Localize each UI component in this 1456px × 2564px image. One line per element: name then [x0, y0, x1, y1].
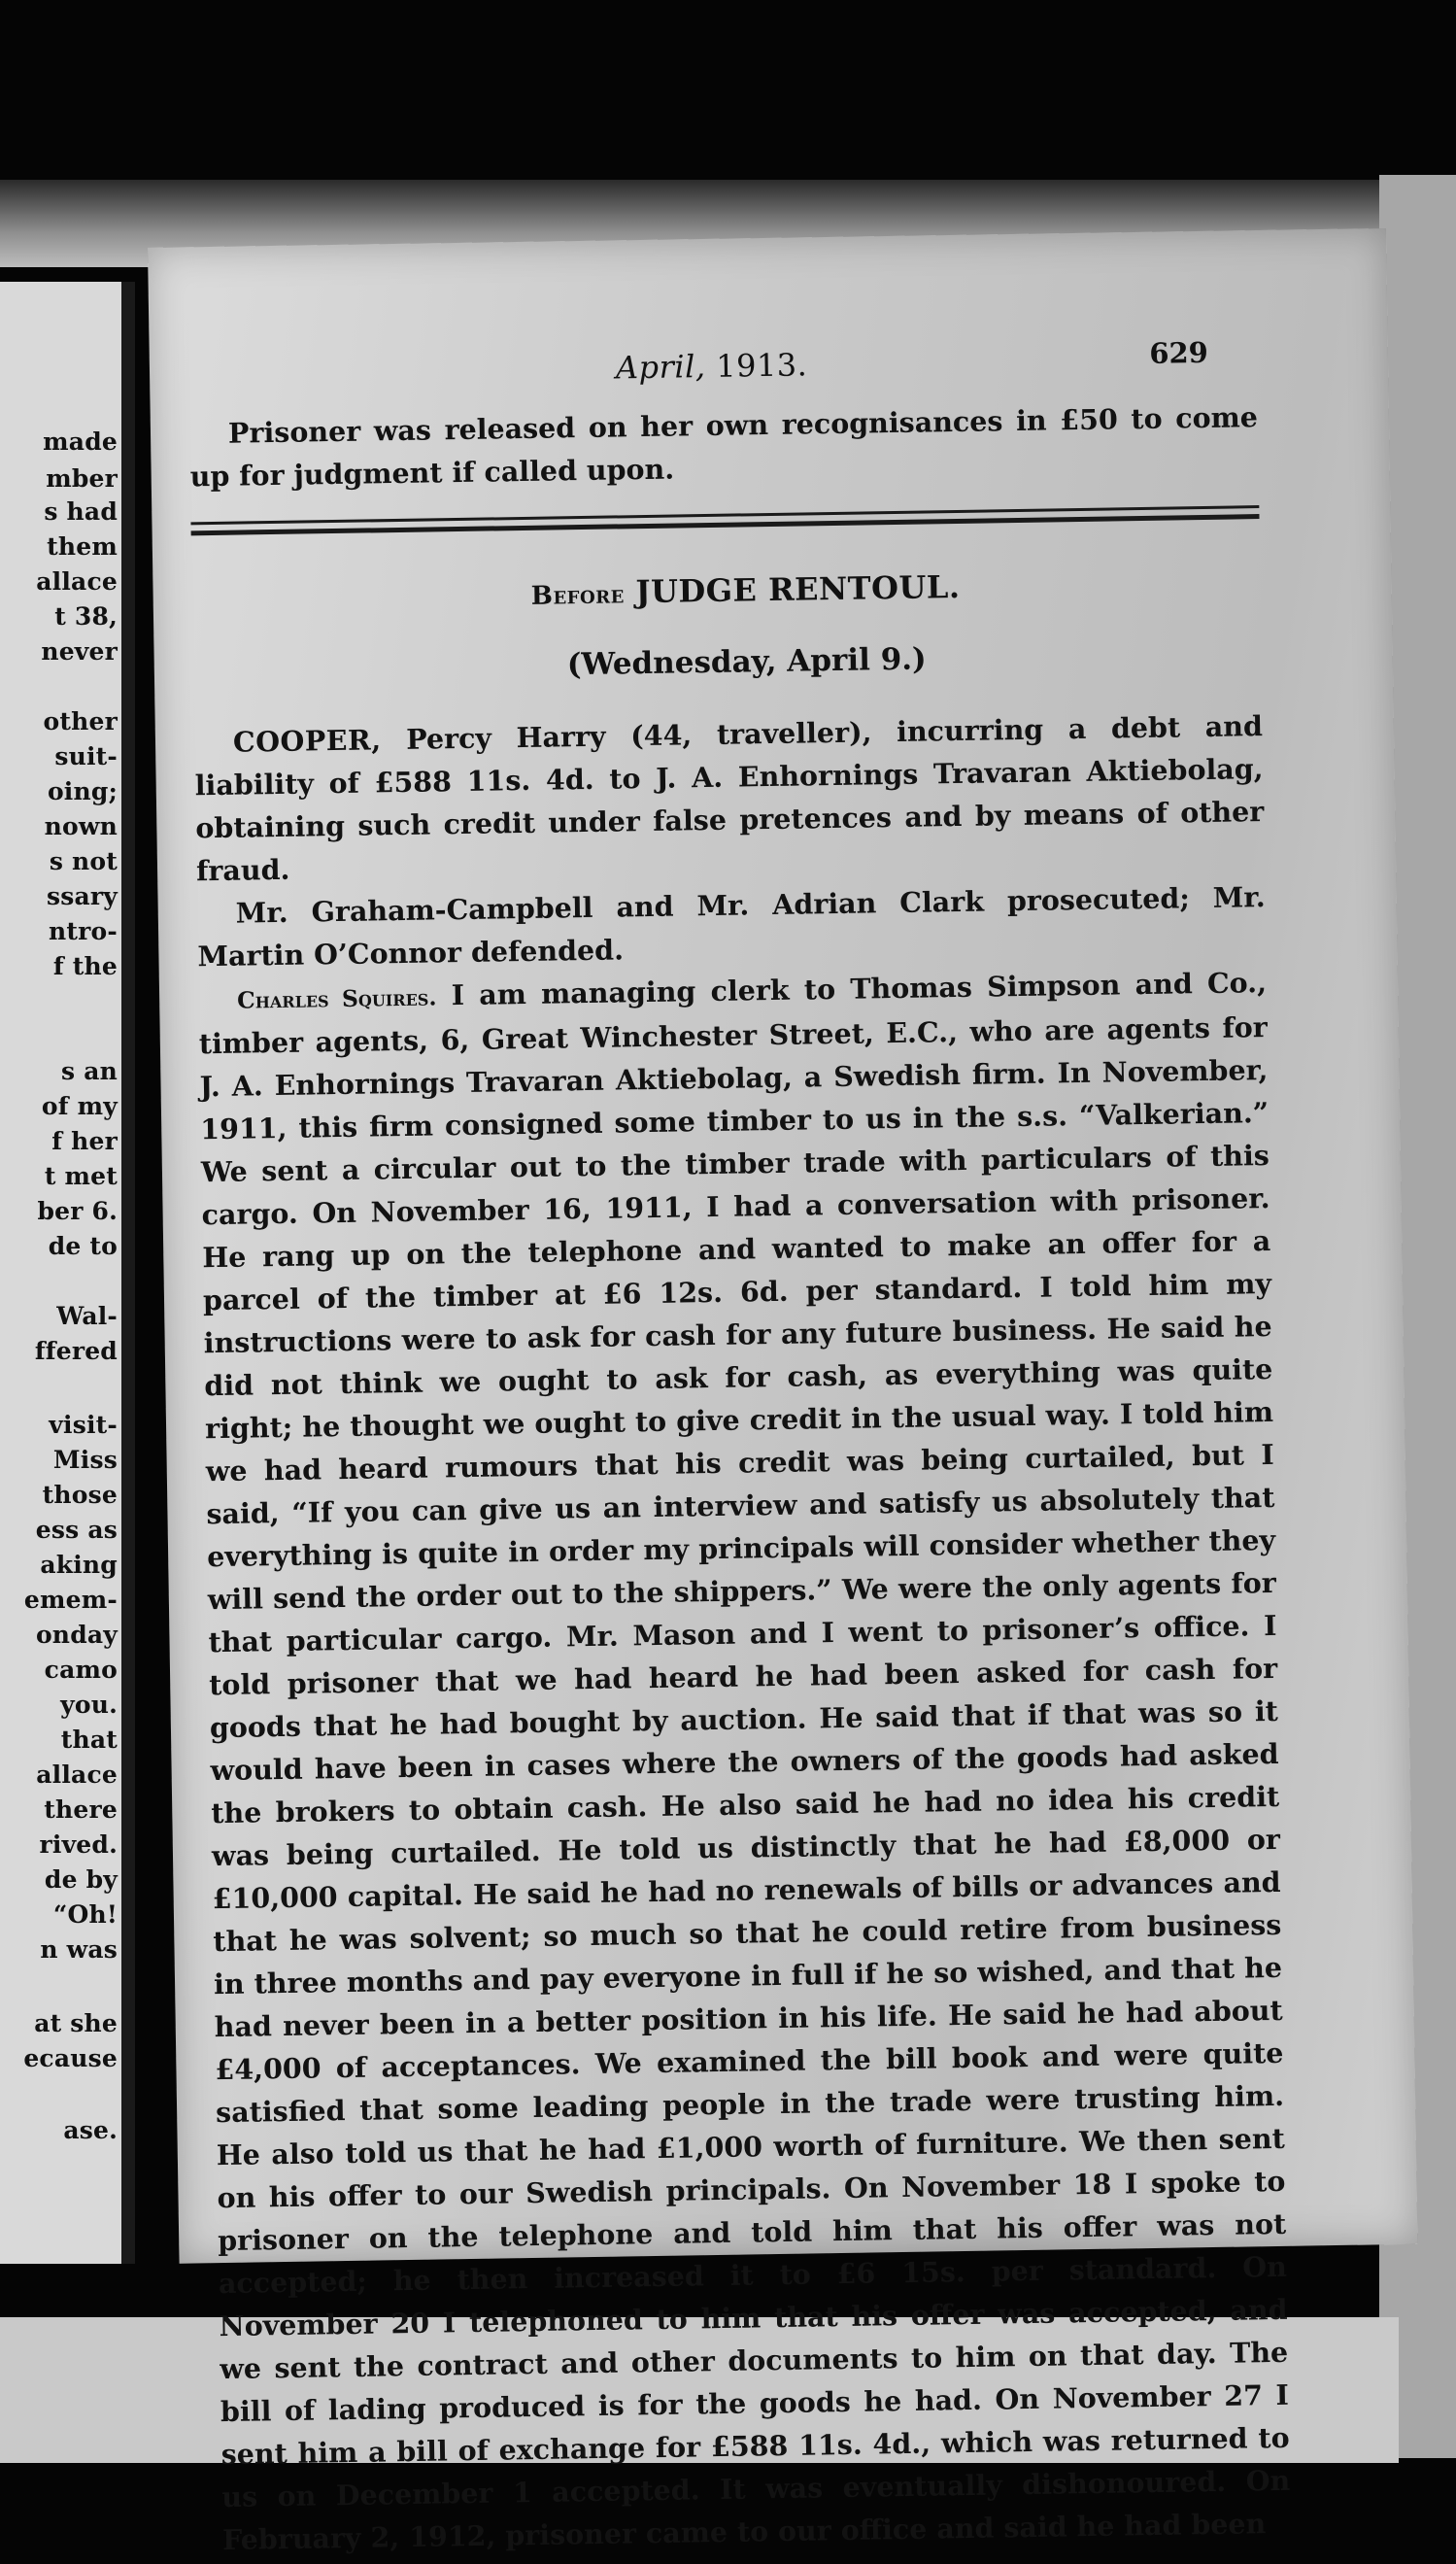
header-year: 1913.: [715, 346, 808, 385]
case-charge: Percy Harry (44, traveller), incurring a debt and liability of £588 11s. 4d. to J. A. Enhornings Travaran Aktiebolag, obtaining such credit under false pretences and by means of other fraud.: [194, 709, 1265, 888]
counsel-paragraph: Mr. Graham-Campbell and Mr. Adrian Clark prosecuted; Mr. Martin O’Connor defended.: [197, 880, 1266, 974]
left-page-fragment: ntro-: [49, 917, 118, 945]
witness-name: Charles Squires.: [236, 983, 437, 1014]
left-page-fragment: allace: [36, 567, 118, 596]
left-page-fragment: you.: [60, 1691, 118, 1719]
court-heading: [152, 563, 1337, 618]
court-judge: JUDGE RENTOUL.: [635, 567, 961, 611]
left-page-fragment: other: [43, 707, 118, 735]
left-page-fragment: ffered: [34, 1337, 118, 1365]
left-page-fragment: there: [44, 1795, 118, 1824]
left-page-fragment: of my: [41, 1092, 118, 1120]
book-page: [148, 228, 1417, 2557]
left-page-fragment: aking: [40, 1551, 118, 1579]
left-page-fragment: suit-: [54, 742, 118, 770]
court-before: Before: [530, 579, 626, 611]
section-rule-thick: [191, 514, 1260, 535]
left-page-fragment: t met: [44, 1162, 118, 1190]
left-page-fragment: that: [60, 1726, 118, 1754]
defendant-name: COOPER,: [232, 723, 382, 759]
session-date: (Wednesday, April 9.): [566, 641, 927, 683]
left-page-fragment: s an: [61, 1057, 118, 1085]
left-page-fragment: ase.: [63, 2116, 118, 2144]
left-page-fragment: at she: [34, 2009, 118, 2037]
left-page-fragment: nown: [44, 812, 118, 840]
left-page-fragment: de to: [48, 1232, 118, 1260]
left-page-fragment: f her: [51, 1127, 118, 1155]
left-page-fragment: ess as: [35, 1516, 118, 1544]
left-page-fragment: never: [41, 637, 118, 666]
left-page-fragment: s not: [49, 847, 118, 875]
header-date: [616, 346, 808, 386]
left-page-fragment: those: [42, 1481, 118, 1509]
left-page-fragment: onday: [35, 1621, 118, 1649]
case-report: [194, 704, 1292, 2561]
left-page-fragment: oing;: [47, 777, 118, 805]
left-page-fragment: camo: [44, 1656, 118, 1684]
case-charge-paragraph: [194, 704, 1266, 892]
left-page-fragment: made: [43, 427, 118, 456]
left-page-fragment: Miss: [52, 1446, 118, 1474]
running-head: [150, 337, 1389, 405]
left-page-fragment: s had: [44, 497, 118, 526]
left-page-edge: [0, 282, 135, 2264]
left-page-fragment: n was: [40, 1935, 118, 1964]
left-page-fragment: allace: [36, 1761, 118, 1789]
left-page-fragment: emem-: [23, 1586, 118, 1614]
release-paragraph: Prisoner was released on her own recognisances in £50 to come up for judgment if called upon.: [189, 400, 1259, 494]
left-page-fragment: f the: [52, 952, 118, 980]
page-number: 629: [1149, 335, 1209, 370]
left-page-fragment: rived.: [39, 1830, 118, 1859]
left-page-fragment: them: [47, 532, 118, 561]
left-page-fragment: ecause: [23, 2044, 118, 2072]
testimony-paragraph: [198, 961, 1291, 2561]
header-month: April,: [615, 347, 706, 387]
left-page-fragment: ssary: [46, 882, 118, 910]
left-page-fragment: de by: [44, 1865, 118, 1894]
left-page-fragment: ber 6.: [37, 1197, 118, 1225]
left-page-fragment: visit-: [49, 1411, 118, 1439]
left-page-fragment: Wal-: [56, 1302, 118, 1330]
left-page-fragment: “Oh!: [52, 1900, 118, 1929]
left-page-fragment: t 38,: [54, 602, 118, 631]
witness-testimony: I am managing clerk to Thomas Simpson and Co., timber agents, 6, Great Winchester Street, E.C., who are agents for J. A. Enhornings Travaran Aktiebolag, a Swedish firm. In November, 1911, this firm consigned some timber to us in the s.s. “Valkerian.” We sent a circular out to the timber trade with particulars of this cargo. On November 16, 1911, I had a conversation with prisoner. He rang up on the telephone and wanted to make an offer for a parcel of the timber at £6 12s. 6d. per standard. I told him my instructions were to ask for cash for any future business. He said he did not think we ought to ask for cash, as everything was quite right; he thought we ought to give credit in the usual way. I told him we had heard rumours that his credit was being curtailed, but I said, “If you can give us an interview and satisfy us absolutely that everything is quite in order my principals will consider whether they will send the order out to the shippers.” We were the only agents for that particular cargo. Mr. Mason and I went to prisoner’s office. I told prisoner that we had heard he had been asked for cash for goods that he had bought by auction. He said that if that was so it would have been in cases where the owners of the goods had asked the brokers to obtain cash. He also said he had no idea his credit was being curtailed. He told us distinctly that he had £8,000 or £10,000 capital. He said he had no renewals of bills or advances and that he was solvent; so much so that he could retire from business in three months and pay everyone in full if he so wished, and that he had never been in a better position in his life. He said he had about £4,000 of acceptances. We examined the bill book and were quite satisfied that some leading people in the trade were trusting him. He also told us that he had £1,000 worth of furniture. We then sent on his offer to our Swedish principals. On November 18 I spoke to prisoner on the telephone and told him that his offer was not accepted; he then increased it to £6 15s. per standard. On November 20 I telephoned to him that his offer was accepted, and we sent the contract and other documents to him on that day. The bill of lading produced is for the goods he had. On November 27 I sent him a bill of exchange for £588 11s. 4d., which was returned to us on December 1 accepted. It was eventually dishonoured. On February 2, 1912, prisoner came to our office and said he had been: [198, 966, 1291, 2557]
left-page-fragment: mber: [46, 464, 118, 493]
